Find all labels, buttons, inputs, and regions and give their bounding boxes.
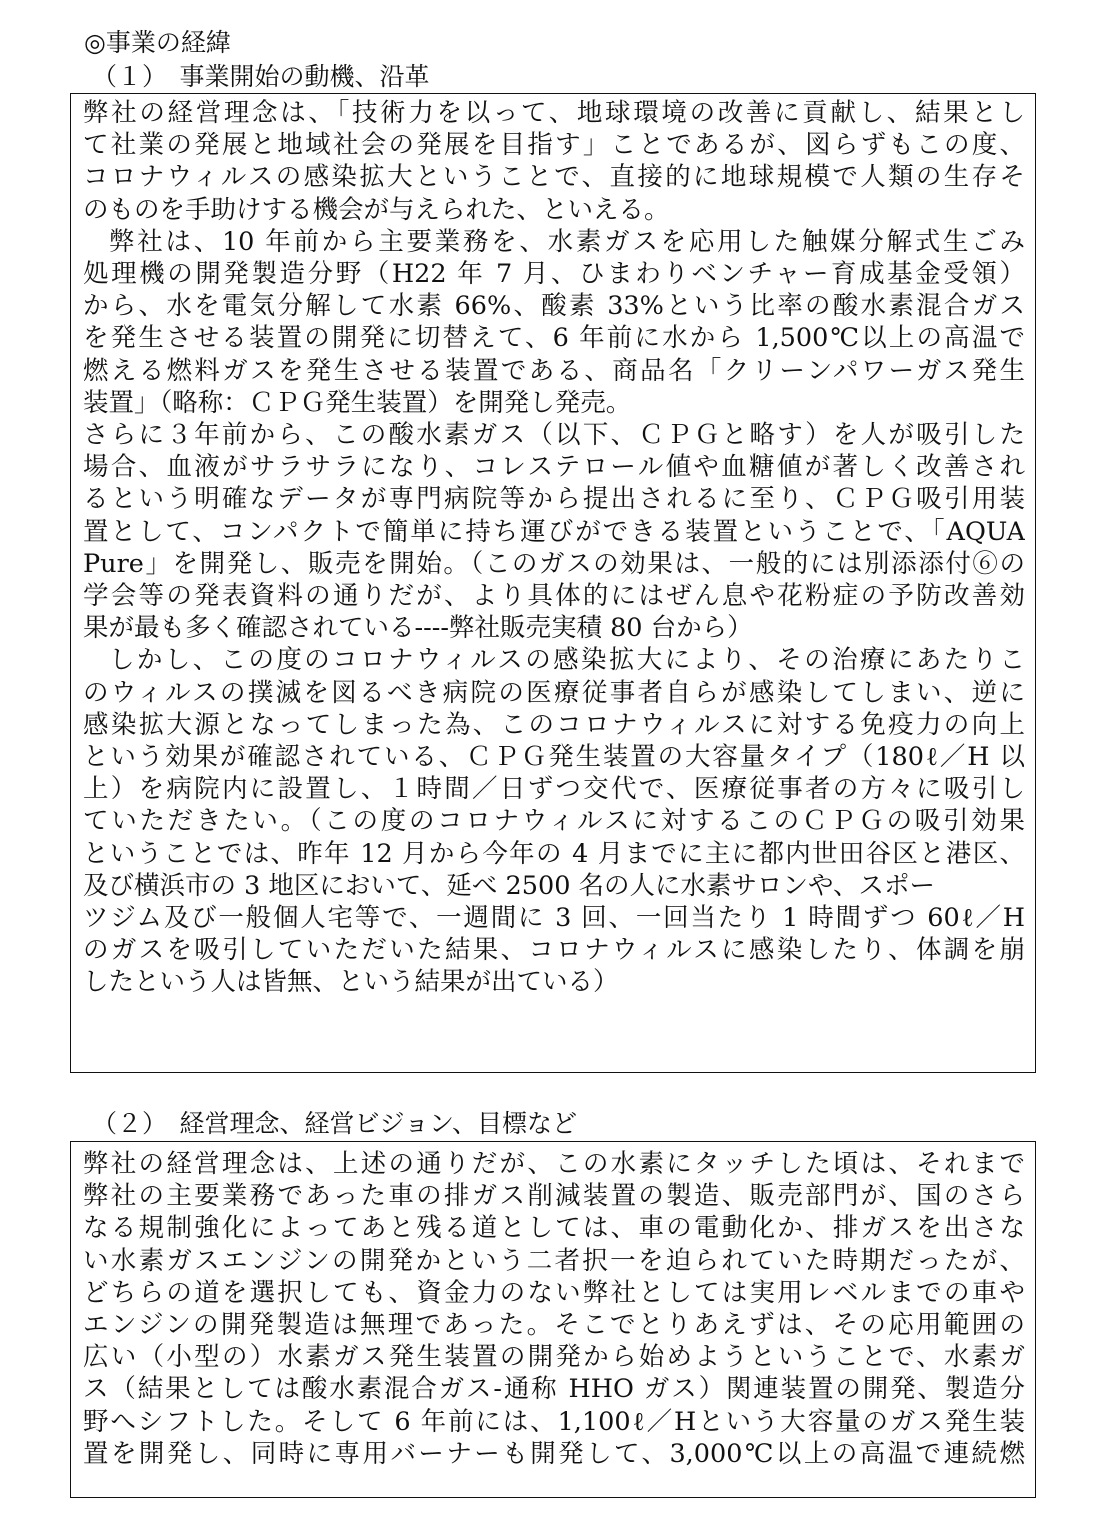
text-line: のものを手助けする機会が与えられた、といえる。: [83, 194, 670, 225]
text-line: どちらの道を選択しても、資金力のない弊社としては実用レベルまでの車や: [83, 1277, 1025, 1308]
text-line: 果が最も多く確認されている----弊社販売実積 80 台から）: [83, 613, 753, 644]
text-line: 装置」（略称：ＣＰＧ発生装置）を開発し発売。: [83, 387, 632, 418]
text-line: しかし、この度のコロナウィルスの感染拡大により、その治療にあたりこ: [109, 645, 1025, 676]
text-line: を発生させる装置の開発に切替えて、6 年前に水から 1,500℃以上の高温で: [83, 323, 1025, 354]
text-line: したという人は皆無、という結果が出ている）: [83, 967, 619, 998]
text-line: Pure」を開発し、販売を開始。（このガスの効果は、一般的には別添添付⑥の: [83, 548, 1025, 579]
text-line: 野へシフトした。そして 6 年前には、1,100ℓ／Hという大容量のガス発生装: [83, 1406, 1025, 1437]
text-line: という効果が確認されている、ＣＰＧ発生装置の大容量タイプ（180ℓ／H 以: [83, 742, 1025, 773]
text-line: 弊社は、10 年前から主要業務を、水素ガスを応用した触媒分解式生ごみ: [109, 226, 1025, 257]
text-line: 処理機の開発製造分野（H22 年 7 月、ひまわりベンチャー育成基金受領）: [83, 259, 1025, 290]
text-line: 学会等の発表資料の通りだが、より具体的にはぜん息や花粉症の予防改善効: [83, 581, 1025, 612]
text-line: ス（結果としては酸水素混合ガス-通称 HHO ガス）関連装置の開発、製造分: [83, 1374, 1025, 1405]
text-line: 及び横浜市の 3 地区において、延べ 2500 名の人に水素サロンや、スポー: [83, 870, 936, 901]
text-line: 上）を病院内に設置し、１時間／日ずつ交代で、医療従事者の方々に吸引し: [83, 774, 1025, 805]
text-line: て社業の発展と地域社会の発展を目指す」ことであるが、図らずもこの度、: [83, 130, 1025, 161]
text-line: ツジム及び一般個人宅等で、一週間に 3 回、一回当たり 1 時間ずつ 60ℓ／H: [83, 903, 1025, 934]
text-line: なる規制強化によってあと残る道としては、車の電動化か、排ガスを出さな: [83, 1213, 1025, 1244]
section2-heading: （２） 経営理念、経営ビジョン、目標など: [92, 1109, 578, 1138]
text-line: るという明確なデータが専門病院等から提出されるに至り、ＣＰＧ吸引用装: [83, 484, 1025, 515]
text-line: エンジンの開発製造は無理であった。そこでとりあえずは、その応用範囲の: [83, 1310, 1025, 1341]
section1-heading: （１） 事業開始の動機、沿革: [92, 62, 430, 91]
text-line: 感染拡大源となってしまった為、このコロナウィルスに対する免疫力の向上: [83, 709, 1025, 740]
text-line: のガスを吸引していただいた結果、コロナウィルスに感染したり、体調を崩: [83, 935, 1025, 966]
text-line: 置を開発し、同時に専用バーナーも開発して、3,000℃以上の高温で連続燃: [83, 1438, 1025, 1469]
section-title: ◎事業の経緯: [84, 28, 231, 57]
text-line: から、水を電気分解して水素 66%、酸素 33%という比率の酸水素混合ガス: [83, 291, 1025, 322]
text-line: 弊社の経営理念は、上述の通りだが、この水素にタッチした頃は、それまで: [83, 1149, 1025, 1179]
text-line: 広い（小型の）水素ガス発生装置の開発から始めようということで、水素ガ: [83, 1342, 1025, 1373]
text-line: 場合、血液がサラサラになり、コレステロール値や血糖値が著しく改善され: [83, 452, 1025, 483]
text-line: コロナウィルスの感染拡大ということで、直接的に地球規模で人類の生存そ: [83, 162, 1025, 193]
text-line: ていただきたい。（この度のコロナウィルスに対するこのＣＰＧの吸引効果: [83, 806, 1025, 837]
section2-textbox: [70, 1141, 1036, 1498]
section1-textbox: [70, 93, 1036, 1073]
text-line: のウィルスの撲滅を図るべき病院の医療従事者自らが感染してしまい、逆に: [83, 677, 1025, 708]
text-line: さらに３年前から、この酸水素ガス（以下、ＣＰＧと略す）を人が吸引した: [83, 420, 1025, 451]
text-line: ということでは、昨年 12 月から今年の 4 月までに主に都内世田谷区と港区、: [83, 838, 1025, 869]
text-line: い水素ガスエンジンの開発かという二者択一を迫られていた時期だったが、: [83, 1245, 1025, 1276]
text-line: 置として、コンパクトで簡単に持ち運びができる装置ということで、「AQUA: [83, 516, 1025, 547]
text-line: 弊社の主要業務であった車の排ガス削減装置の製造、販売部門が、国のさら: [83, 1181, 1025, 1212]
text-line: 燃える燃料ガスを発生させる装置である、商品名「クリーンパワーガス発生: [83, 355, 1025, 386]
text-line: 弊社の経営理念は、「技術力を以って、地球環境の改善に貢献し、結果とし: [83, 98, 1025, 128]
